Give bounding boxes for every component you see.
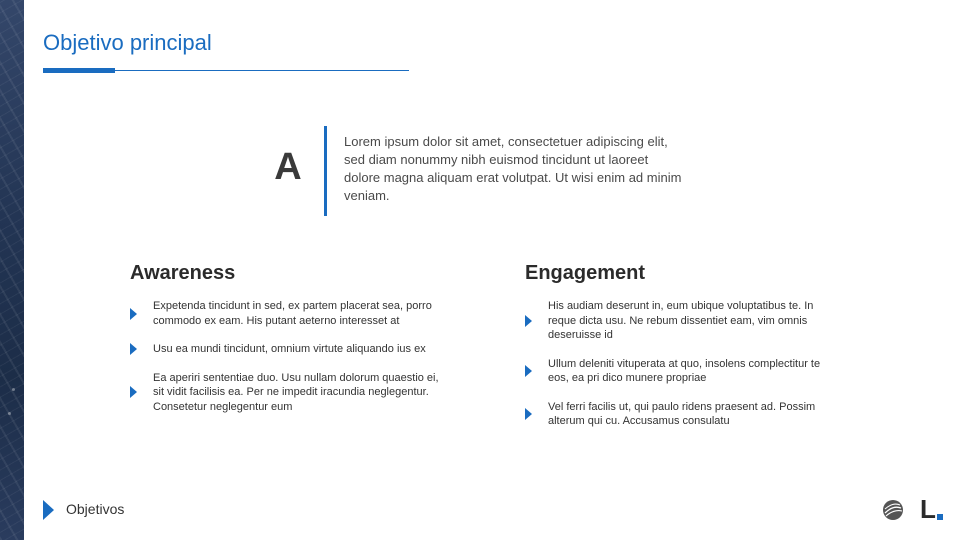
bullet-text: Ea aperiri sententiae duo. Usu nullam dolorum quaestio ei, sit vidit facilisis ea. Per ne impedit iracundia neglegentur. Consetetur neglegentur eum bbox=[153, 371, 439, 413]
list-item bbox=[130, 342, 440, 357]
title-underline-accent bbox=[43, 68, 115, 73]
column-heading: Awareness bbox=[130, 262, 236, 284]
bullet-arrow-icon bbox=[130, 308, 137, 320]
list-item bbox=[525, 400, 835, 429]
awareness-column bbox=[130, 262, 440, 428]
footer-section-label: Objetivos bbox=[66, 501, 125, 517]
bullet-text: Vel ferri facilis ut, qui paulo ridens praesent ad. Possim alterum qui cu. Accusamus consulatu bbox=[548, 400, 816, 427]
brand-logo-dot bbox=[937, 514, 943, 520]
bullet-text: Usu ea mundi tincidunt, omnium virtute aliquando ius ex bbox=[153, 343, 426, 355]
quote-divider bbox=[324, 126, 327, 216]
globe-logo-icon bbox=[882, 499, 904, 521]
list-item bbox=[525, 299, 835, 343]
bullet-arrow-icon bbox=[130, 343, 137, 355]
bullet-arrow-icon bbox=[525, 315, 532, 327]
strip-dot bbox=[8, 412, 11, 415]
section-letter: A bbox=[274, 146, 302, 188]
decorative-side-strip bbox=[0, 0, 24, 540]
footer-arrow-icon bbox=[43, 500, 54, 520]
page-title: Objetivo principal bbox=[43, 30, 212, 55]
column-heading: Engagement bbox=[525, 262, 646, 284]
bullet-arrow-icon bbox=[130, 386, 137, 398]
bullet-text: His audiam deserunt in, eum ubique voluptatibus te. In reque dicta usu. Ne rebum dissentiet eam, vim omnis deseruisse id bbox=[548, 300, 814, 341]
bullet-text: Expetenda tincidunt in sed, ex partem placerat sea, porro commodo ex eam. His putant aeterno interesset at bbox=[153, 300, 432, 327]
list-item bbox=[525, 357, 835, 386]
list-item bbox=[130, 371, 440, 415]
brand-logo: L bbox=[920, 494, 936, 524]
bullet-text: Ullum deleniti vituperata at quo, insolens complectitur te eos, ea pri dico munere propriae bbox=[548, 357, 821, 384]
strip-dot bbox=[12, 388, 15, 391]
bullet-arrow-icon bbox=[525, 365, 532, 377]
intro-paragraph: Lorem ipsum dolor sit amet, consectetuer adipiscing elit, sed diam nonummy nibh euismod tincidunt ut laoreet dolore magna aliquam erat volutpat. Ut wisi enim ad minim veniam. bbox=[344, 134, 682, 203]
engagement-column bbox=[525, 262, 835, 443]
bullet-arrow-icon bbox=[525, 408, 532, 420]
list-item bbox=[130, 299, 440, 328]
